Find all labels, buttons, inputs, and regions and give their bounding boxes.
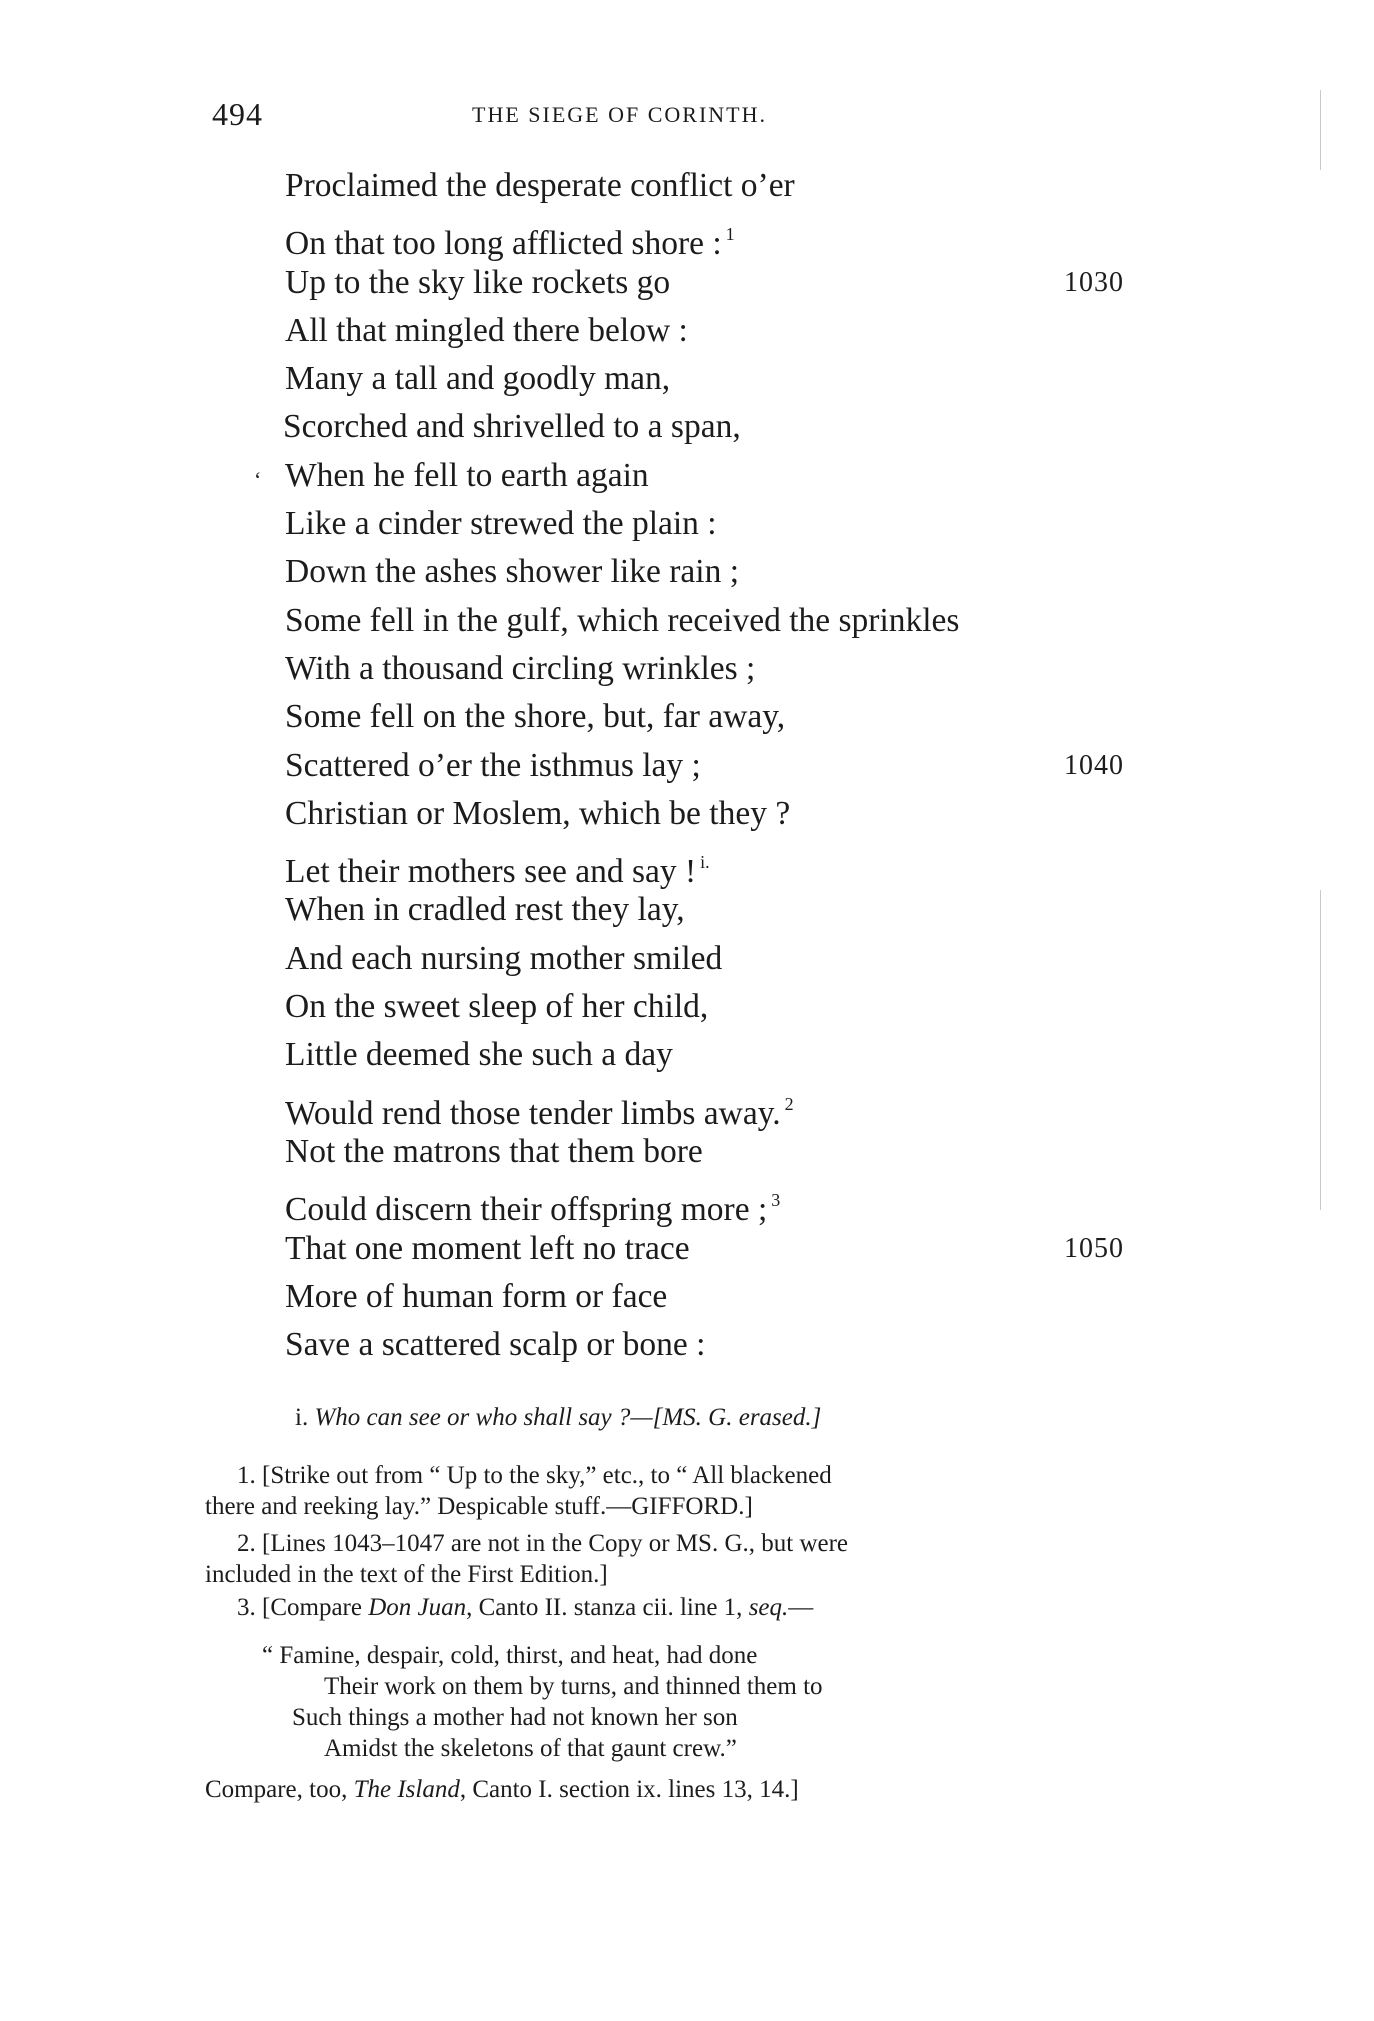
quote-line: Their work on them by turns, and thinned them to: [324, 1673, 823, 1700]
footnote-line: 1. [Strike out from “ Up to the sky,” etc., to “ All blackened: [237, 1462, 832, 1489]
line-number: 1050: [1064, 1232, 1124, 1264]
verse-line: [0, 742, 1374, 790]
verse-text: Many a tall and goodly man,: [285, 360, 671, 398]
verse-text: Scattered o’er the isthmus lay ;: [285, 746, 701, 784]
footnote-1: [205, 1460, 1130, 1522]
scan-edge-mark: [1320, 890, 1321, 1210]
line-number: 1040: [1064, 749, 1124, 781]
margin-mark: ‘: [254, 466, 262, 492]
verse-line: [0, 886, 1374, 934]
verse-text: Down the ashes shower like rain ;: [285, 553, 740, 591]
verse-line: [0, 645, 1374, 693]
verse-text: Little deemed she such a day: [285, 1036, 673, 1074]
footnote-prefix: 3. [Compare: [237, 1594, 369, 1621]
closing-suffix: , Canto I. section ix. lines 13, 14.]: [459, 1776, 799, 1803]
footnote-dash: —: [788, 1594, 814, 1621]
verse-line: [0, 1176, 1374, 1229]
page-number: 494: [212, 96, 263, 132]
verse-line: [0, 597, 1374, 645]
quote-line: Such things a mother had not known her son: [292, 1704, 738, 1731]
verse-text: Like a cinder strewed the plain :: [285, 505, 717, 543]
verse-text: When he fell to earth again: [285, 456, 649, 494]
verse-line: [0, 1321, 1374, 1369]
verse-line: [0, 1273, 1374, 1321]
verse-line: [0, 210, 1374, 263]
closing-note: [205, 1774, 799, 1805]
verse-line: [0, 1080, 1374, 1132]
quote-line: Amidst the skeletons of that gaunt crew.”: [324, 1735, 737, 1762]
poem-body: [0, 162, 1374, 1369]
footnote-line: included in the text of the First Edition.]: [205, 1561, 608, 1588]
quote-line: “ Famine, despair, cold, thirst, and heat, had done: [262, 1642, 758, 1669]
verse-line: [0, 403, 1374, 451]
footnote-ref: 2: [784, 1093, 794, 1114]
variant-text: Who can see or who shall say ?—[MS. G. erased.]: [314, 1404, 822, 1431]
variant-ref: i.: [700, 852, 710, 873]
running-head: [212, 96, 1112, 136]
verse-text: Could discern their offspring more ; $^3$: [285, 1190, 781, 1229]
verse-text: That one moment left no trace: [285, 1229, 690, 1267]
closing-prefix: Compare, too,: [205, 1776, 354, 1803]
verse-text: On that too long afflicted shore : $^1$: [285, 224, 735, 263]
quoted-passage: [262, 1640, 823, 1764]
verse-text: All that mingled there below :: [285, 311, 688, 349]
line-number: 1030: [1064, 266, 1124, 298]
verse-line: [0, 500, 1374, 548]
verse-line: [0, 1225, 1374, 1273]
footnote-suffix: , Canto II. stanza cii. line 1,: [466, 1594, 749, 1621]
verse-line: [0, 693, 1374, 741]
footnote-ref: 3: [771, 1190, 781, 1211]
running-title: THE SIEGE OF CORINTH.: [472, 102, 767, 127]
verse-text: And each nursing mother smiled: [285, 939, 723, 977]
footnote-seq: seq.: [748, 1594, 789, 1621]
verse-text: Proclaimed the desperate conflict o’er: [285, 167, 795, 204]
verse-text: Let their mothers see and say ! $^{i.}$: [285, 852, 710, 891]
verse-text: More of human form or face: [285, 1277, 668, 1315]
verse-line: [0, 790, 1374, 838]
footnote-3: [237, 1592, 1162, 1623]
variant-marker: i.: [295, 1404, 309, 1431]
footnote-ref: 1: [725, 224, 735, 245]
verse-text: Christian or Moslem, which be they ?: [285, 794, 791, 832]
footnote-2: [205, 1528, 1130, 1590]
variant-note: [295, 1402, 821, 1433]
verse-text: On the sweet sleep of her child,: [285, 988, 709, 1026]
footnote-line: 2. [Lines 1043–1047 are not in the Copy or MS. G., but were: [237, 1530, 849, 1557]
verse-text: When in cradled rest they lay,: [285, 891, 685, 929]
verse-text: Not the matrons that them bore: [285, 1132, 703, 1170]
verse-line: [0, 1031, 1374, 1079]
verse-line: [0, 452, 1374, 500]
verse-text: Save a scattered scalp or bone :: [285, 1326, 706, 1364]
verse-line: [0, 355, 1374, 403]
verse-text: Up to the sky like rockets go: [285, 263, 671, 301]
verse-line: [0, 838, 1374, 891]
verse-line: [0, 307, 1374, 355]
verse-line: [0, 162, 1374, 210]
verse-text: Some fell in the gulf, which received the sprinkles: [285, 601, 960, 639]
work-title: The Island: [353, 1776, 460, 1803]
verse-line: [0, 548, 1374, 596]
work-title: Don Juan: [368, 1594, 467, 1621]
verse-line: [0, 259, 1374, 307]
verse-text: With a thousand circling wrinkles ;: [285, 649, 756, 687]
verse-text: Scorched and shrivelled to a span,: [283, 408, 741, 446]
verse-line: [0, 983, 1374, 1031]
verse-line: [0, 935, 1374, 983]
scan-edge-mark: [1320, 90, 1321, 170]
footnote-line: there and reeking lay.” Despicable stuff.—GIFFORD.]: [205, 1493, 753, 1520]
verse-text: Some fell on the shore, but, far away,: [285, 698, 786, 736]
verse-text: Would rend those tender limbs away. $^2$: [285, 1093, 794, 1132]
verse-line: [0, 1128, 1374, 1176]
